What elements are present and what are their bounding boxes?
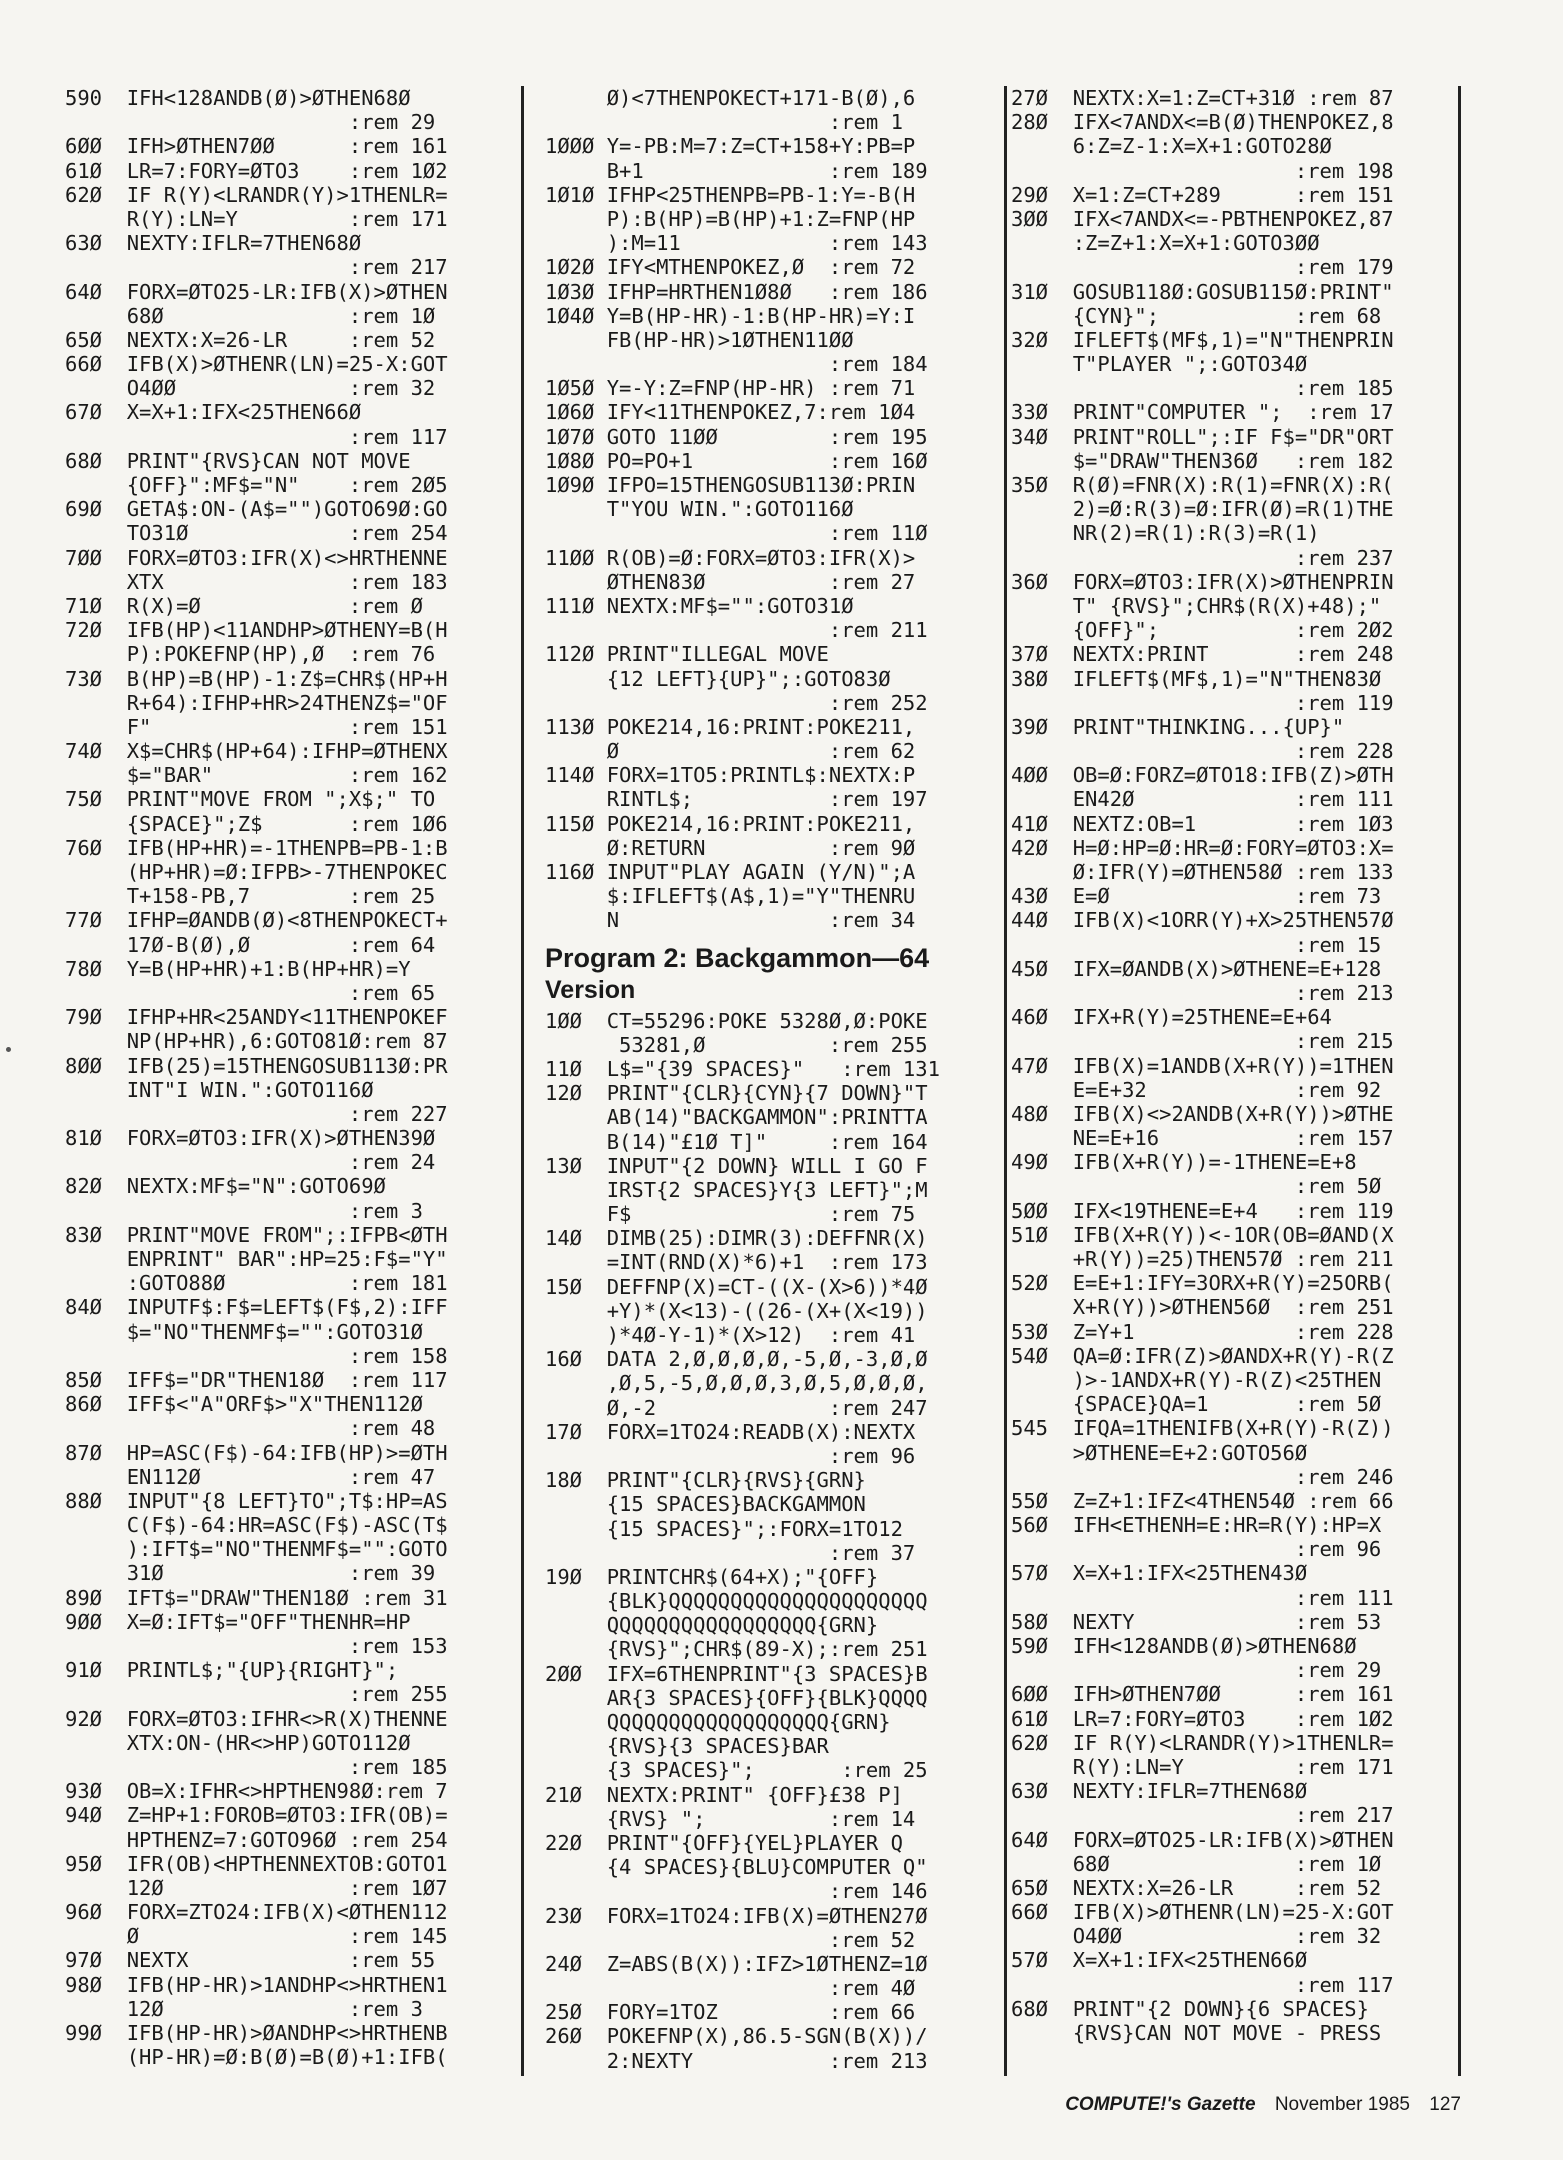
code-line: 1Ø6Ø IFY<11THENPOKEZ,7:rem 1Ø4 (545, 400, 916, 425)
code-line: 45Ø IFX=ØANDB(X)>ØTHENE=E+128 (1011, 956, 1382, 981)
code-line: 15Ø DEFFNP(X)=CT-((X-(X>6))*4Ø (545, 1274, 928, 1299)
code-line: 68Ø PRINT"{2 DOWN}{6 SPACES} (1011, 1996, 1369, 2021)
code-line: 82Ø NEXTX:MF$="N":GOTO69Ø (65, 1174, 386, 1199)
code-line: :rem 246 (1011, 1464, 1394, 1489)
code-line: {RVS}{3 SPACES}BAR (545, 1734, 829, 1759)
code-line: 26Ø POKEFNP(X),86.5-SGN(B(X))/ (545, 2024, 928, 2049)
code-line: 21Ø NEXTX:PRINT" {OFF}£38 P] (545, 1782, 903, 1807)
code-line: :rem 179 (1011, 255, 1394, 280)
code-line: NE=E+16 :rem 157 (1011, 1126, 1394, 1151)
code-line: 91Ø PRINTL$;"{UP}{RIGHT}"; (65, 1658, 399, 1683)
code-line: 1Ø9Ø IFPO=15THENGOSUB113Ø:PRIN (545, 473, 916, 497)
code-line: 58Ø NEXTY :rem 53 (1011, 1609, 1382, 1634)
code-line: 2ØØ IFX=6THENPRINT"{3 SPACES}B (545, 1661, 928, 1686)
code-line: 64Ø FORX=ØTO25-LR:IFB(X)>ØTHEN (1011, 1827, 1394, 1852)
code-line: F$ :rem 75 (545, 1202, 916, 1227)
code-line: 49Ø IFB(X+R(Y))=-1THENE=E+8 (1011, 1150, 1357, 1175)
code-line: {RVS}CAN NOT MOVE - PRESS (1011, 2021, 1382, 2045)
code-line: :rem 184 (545, 352, 928, 377)
code-line: :rem 227 (65, 1101, 448, 1126)
code-line: F" :rem 151 (65, 714, 448, 739)
code-line: 68Ø :rem 1Ø (1011, 1851, 1382, 1876)
code-line: (HP-HR)=Ø:B(Ø)=B(Ø)+1:IFB( (65, 2045, 448, 2070)
page-footer (1065, 2094, 1461, 2116)
code-line: ):M=11 :rem 143 (545, 231, 928, 256)
code-line: XTX:ON-(HR<>HP)GOTO112Ø (65, 1730, 411, 1755)
code-line: B(14)"£1Ø T]" :rem 164 (545, 1129, 928, 1154)
code-line: :rem 111 (1011, 1585, 1394, 1610)
code-line: 84Ø INPUTF$:F$=LEFT$(F$,2):IFF (65, 1295, 448, 1320)
column-rule (521, 86, 524, 2076)
code-line: :rem 37 (545, 1540, 916, 1565)
code-line: :rem 117 (65, 424, 448, 449)
code-line: NP(HP+HR),6:GOTO81Ø:rem 87 (65, 1029, 448, 1054)
code-line: (HP+HR)=Ø:IFPB>-7THENPOKEC (65, 860, 448, 884)
code-line: 53Ø Z=Y+1 :rem 228 (1011, 1319, 1394, 1344)
code-line: 590 IFH<128ANDB(Ø)>ØTHEN68Ø (65, 86, 411, 110)
code-line: T"YOU WIN.":GOTO116Ø (545, 497, 854, 522)
code-line: T"PLAYER ";:GOTO34Ø (1011, 352, 1308, 377)
code-line: 12Ø :rem 1Ø7 (65, 1875, 448, 1900)
code-line: 61Ø LR=7:FORY=ØTO3 :rem 1Ø2 (1011, 1706, 1394, 1731)
code-line: {SPACE}QA=1 :rem 5Ø (1011, 1392, 1382, 1417)
code-line: 37Ø NEXTX:PRINT :rem 248 (1011, 642, 1394, 667)
code-line: 36Ø FORX=ØTO3:IFR(X)>ØTHENPRIN (1011, 569, 1394, 594)
code-line: 111Ø NEXTX:MF$="":GOTO31Ø (545, 593, 854, 618)
code-line: NR(2)=R(1):R(3)=R(1) (1011, 521, 1320, 546)
code-line: 2)=Ø:R(3)=Ø:IFR(Ø)=R(1)THE (1011, 497, 1394, 522)
code-line: =INT(RND(X)*6)+1 :rem 173 (545, 1250, 928, 1275)
code-line: 46Ø IFX+R(Y)=25THENE=E+64 (1011, 1005, 1332, 1030)
code-line: 97Ø NEXTX :rem 55 (65, 1948, 436, 1973)
code-line: 1Ø3Ø IFHP=HRTHEN1Ø8Ø :rem 186 (545, 279, 928, 304)
code-line: 8ØØ IFB(25)=15THENGOSUB113Ø:PR (65, 1053, 448, 1078)
code-line: +R(Y))=25)THEN57Ø :rem 211 (1011, 1247, 1394, 1271)
code-line: ØTHEN83Ø :rem 27 (545, 569, 916, 594)
code-line: 13Ø INPUT"{2 DOWN} WILL I GO F (545, 1153, 928, 1178)
code-line: 59Ø IFH<128ANDB(Ø)>ØTHEN68Ø (1011, 1634, 1357, 1658)
code-line: 87Ø HP=ASC(F$)-64:IFB(HP)>=ØTH (65, 1440, 448, 1465)
column-rule (1004, 86, 1007, 2076)
code-line: 6:Z=Z-1:X=X+1:GOTO28Ø (1011, 134, 1332, 159)
program1-continuation (545, 86, 1000, 933)
code-line: :GOTO88Ø :rem 181 (65, 1271, 448, 1296)
code-line: :rem 153 (65, 1634, 448, 1658)
code-line: R(Y):LN=Y :rem 171 (65, 206, 448, 231)
code-line: :rem 185 (65, 1754, 448, 1779)
code-line: 51Ø IFB(X+R(Y))<-1OR(OB=ØAND(X (1011, 1222, 1394, 1247)
code-line: INT"I WIN.":GOTO116Ø (65, 1077, 374, 1102)
code-line: 28Ø IFX<7ANDX<=B(Ø)THENPOKEZ,8 (1011, 110, 1394, 135)
code-line: 47Ø IFB(X)=1ANDB(X+R(Y))=1THEN (1011, 1053, 1394, 1078)
program2-title: Program 2: Backgammon—64 (545, 942, 930, 973)
listing-column-2 (545, 86, 1000, 2073)
code-line: {OFF}"; :rem 2Ø2 (1011, 618, 1394, 643)
code-line: 95Ø IFR(OB)<HPTHENNEXTOB:GOTO1 (65, 1851, 448, 1876)
code-line: 89Ø IFT$="DRAW"THEN18Ø :rem 31 (65, 1585, 448, 1610)
code-line: 64Ø FORX=ØTO25-LR:IFB(X)>ØTHEN (65, 279, 448, 304)
code-line: :rem 1 (545, 110, 903, 135)
code-line: :rem 11Ø (545, 521, 928, 546)
code-line: 19Ø PRINTCHR$(64+X);"{OFF} (545, 1564, 879, 1589)
code-line: {15 SPACES}";:FORX=1TO12 (545, 1516, 903, 1541)
code-line: 35Ø R(Ø)=FNR(X):R(1)=FNR(X):R( (1011, 473, 1394, 497)
code-line: 1ØØ CT=55296:POKE 5328Ø,Ø:POKE (545, 1008, 928, 1033)
code-line: 24Ø Z=ABS(B(X)):IFZ>1ØTHENZ=1Ø (545, 1951, 928, 1976)
page-mark (6, 1047, 11, 1052)
code-line: 55Ø Z=Z+1:IFZ<4THEN54Ø :rem 66 (1011, 1488, 1394, 1513)
code-line: EN42Ø :rem 111 (1011, 787, 1394, 812)
code-line: C(F$)-64:HR=ASC(F$)-ASC(T$ (65, 1513, 448, 1538)
code-line: Ø)<7THENPOKECT+171-B(Ø),6 (545, 86, 916, 110)
code-line: 34Ø PRINT"ROLL";:IF F$="DR"ORT (1011, 424, 1394, 449)
code-line: 115Ø POKE214,16:PRINT:POKE211, (545, 811, 916, 836)
code-line: 53281,Ø :rem 255 (545, 1032, 928, 1057)
code-line: P):B(HP)=B(HP)+1:Z=FNP(HP (545, 206, 916, 231)
code-line: EN112Ø :rem 47 (65, 1464, 436, 1489)
code-line: 11ØØ R(OB)=Ø:FORX=ØTO3:IFR(X)> (545, 545, 916, 570)
code-line: 32Ø IFLEFT$(MF$,1)="N"THENPRIN (1011, 327, 1394, 352)
code-line: XTX :rem 183 (65, 569, 448, 594)
code-line: :rem 237 (1011, 545, 1394, 570)
code-line: :rem 29 (65, 110, 436, 135)
code-line: 12Ø PRINT"{CLR}{CYN}{7 DOWN}"T (545, 1081, 928, 1106)
code-line: 99Ø IFB(HP-HR)>ØANDHP<>HRTHENB (65, 2021, 448, 2045)
code-line: >ØTHENE=E+2:GOTO56Ø (1011, 1440, 1308, 1465)
code-line: 22Ø PRINT"{OFF}{YEL}PLAYER Q (545, 1830, 903, 1855)
code-line: B+1 :rem 189 (545, 158, 928, 183)
code-line: 5ØØ IFX<19THENE=E+4 :rem 119 (1011, 1198, 1394, 1223)
code-line: T" {RVS}";CHR$(R(X)+48);" (1011, 593, 1382, 618)
code-line: 98Ø IFB(HP-HR)>1ANDHP<>HRTHEN1 (65, 1972, 448, 1997)
code-line: 1Ø8Ø PO=PO+1 :rem 16Ø (545, 448, 928, 473)
code-line: QQQQQQQQQQQQQQQQQQ{GRN} (545, 1710, 891, 1734)
code-line: $="NO"THENMF$="":GOTO31Ø (65, 1319, 423, 1344)
code-line: RINTL$; :rem 197 (545, 787, 928, 812)
program2-subtitle: Version (545, 975, 636, 1004)
code-line: $="DRAW"THEN36Ø :rem 182 (1011, 448, 1394, 473)
code-line: :rem 52 (545, 1927, 916, 1952)
code-line: 31Ø :rem 39 (65, 1561, 436, 1586)
code-line: :rem 48 (65, 1416, 436, 1441)
code-line: 1Ø4Ø Y=B(HP-HR)-1:B(HP-HR)=Y:I (545, 303, 916, 328)
code-line: 16Ø DATA 2,Ø,Ø,Ø,Ø,-5,Ø,-3,Ø,Ø (545, 1347, 928, 1372)
code-line: 66Ø IFB(X)>ØTHENR(LN)=25-X:GOT (65, 352, 448, 377)
code-line: 63Ø NEXTY:IFLR=7THEN68Ø (65, 231, 362, 256)
code-line: TO31Ø :rem 254 (65, 521, 448, 546)
code-line: 65Ø NEXTX:X=26-LR :rem 52 (1011, 1875, 1382, 1900)
code-line: HPTHENZ=7:GOTO96Ø :rem 254 (65, 1827, 448, 1852)
magazine-name: COMPUTE!'s Gazette (1065, 2094, 1256, 2115)
code-line: Ø:RETURN :rem 9Ø (545, 835, 916, 860)
code-line: 1Ø1Ø IFHP<25THENPB=PB-1:Y=-B(H (545, 182, 916, 207)
code-line: 1Ø7Ø GOTO 11ØØ :rem 195 (545, 424, 928, 449)
code-line: ):IFT$="NO"THENMF$="":GOTO (65, 1537, 448, 1562)
code-line: Ø:IFR(Y)=ØTHEN58Ø :rem 133 (1011, 860, 1394, 884)
code-line: {12 LEFT}{UP}";:GOTO83Ø (545, 666, 891, 691)
code-line: E=E+32 :rem 92 (1011, 1077, 1382, 1102)
code-line: R(Y):LN=Y :rem 171 (1011, 1754, 1394, 1779)
code-line: 72Ø IFB(HP)<11ANDHP>ØTHENY=B(H (65, 618, 448, 643)
program2-listing (545, 1009, 1000, 2073)
code-line: :rem 4Ø (545, 1976, 916, 2001)
code-line: 81Ø FORX=ØTO3:IFR(X)>ØTHEN39Ø (65, 1126, 436, 1151)
code-line: :Z=Z+1:X=X+1:GOTO3ØØ (1011, 231, 1320, 256)
code-line: N :rem 34 (545, 908, 916, 933)
code-line: 92Ø FORX=ØTO3:IFHR<>R(X)THENNE (65, 1706, 448, 1731)
code-line: $="BAR" :rem 162 (65, 763, 448, 788)
code-line: 42Ø H=Ø:HP=Ø:HR=Ø:FORY=ØTO3:X= (1011, 835, 1394, 860)
code-line: {15 SPACES}BACKGAMMON (545, 1492, 866, 1517)
code-line: 112Ø PRINT"ILLEGAL MOVE (545, 642, 829, 667)
code-line: 4ØØ OB=Ø:FORZ=ØTO18:IFB(Z)>ØTH (1011, 763, 1394, 788)
code-line: 7ØØ FORX=ØTO3:IFR(X)<>HRTHENNE (65, 545, 448, 570)
code-line: 68Ø :rem 1Ø (65, 303, 436, 328)
code-line: ,Ø,5,-5,Ø,Ø,Ø,3,Ø,5,Ø,Ø,Ø, (545, 1371, 928, 1396)
code-line: R+64):IFHP+HR>24THENZ$="OF (65, 690, 448, 715)
code-line: :rem 3 (65, 1198, 423, 1223)
code-line: 62Ø IF R(Y)<LRANDR(Y)>1THENLR= (65, 182, 448, 207)
code-line: 11Ø L$="{39 SPACES}" :rem 131 (545, 1056, 940, 1081)
code-line: )>-1ANDX+R(Y)-R(Z)<25THEN (1011, 1367, 1382, 1392)
code-line: :rem 24 (65, 1150, 436, 1175)
code-line: 76Ø IFB(HP+HR)=-1THENPB=PB-1:B (65, 835, 448, 860)
code-line: 71Ø R(X)=Ø :rem Ø (65, 593, 423, 618)
code-line: 31Ø GOSUB118Ø:GOSUB115Ø:PRINT" (1011, 279, 1394, 304)
code-line: 57Ø X=X+1:IFX<25THEN43Ø (1011, 1561, 1308, 1586)
code-line: {4 SPACES}{BLU}COMPUTER Q" (545, 1855, 928, 1880)
code-line: 6ØØ IFH>ØTHEN7ØØ :rem 161 (1011, 1682, 1394, 1707)
code-line: O4ØØ :rem 32 (1011, 1924, 1382, 1949)
code-line: 94Ø Z=HP+1:FOROB=ØTO3:IFR(OB)= (65, 1803, 448, 1828)
code-line: {RVS}";CHR$(89-X);:rem 251 (545, 1637, 928, 1662)
code-line: :rem 96 (545, 1443, 916, 1468)
code-line: AR{3 SPACES}{OFF}{BLK}QQQQ (545, 1685, 928, 1710)
code-line: {CYN}"; :rem 68 (1011, 303, 1382, 328)
code-line: O4ØØ :rem 32 (65, 376, 436, 401)
code-line: 86Ø IFF$<"A"ORF$>"X"THEN112Ø (65, 1392, 423, 1417)
code-line: AB(14)"BACKGAMMON":PRINTTA (545, 1105, 928, 1130)
code-line: {BLK}QQQQQQQQQQQQQQQQQQQQQ (545, 1589, 928, 1614)
code-line: :rem 65 (65, 980, 436, 1005)
code-line: 39Ø PRINT"THINKING...{UP}" (1011, 714, 1345, 739)
code-line: 33Ø PRINT"COMPUTER "; :rem 17 (1011, 400, 1394, 425)
code-line: {OFF}":MF$="N" :rem 2Ø5 (65, 473, 448, 497)
code-line: :rem 255 (65, 1682, 448, 1707)
code-line: 68Ø PRINT"{RVS}CAN NOT MOVE (65, 448, 411, 473)
code-line: 17Ø FORX=1TO24:READB(X):NEXTX (545, 1419, 916, 1444)
code-line: Ø :rem 145 (65, 1924, 448, 1949)
code-line: X+R(Y))>ØTHEN56Ø :rem 251 (1011, 1295, 1394, 1320)
code-line: :rem 146 (545, 1879, 928, 1904)
code-line: 93Ø OB=X:IFHR<>HPTHEN98Ø:rem 7 (65, 1779, 448, 1804)
code-line: :rem 217 (1011, 1803, 1394, 1828)
code-line: :rem 29 (1011, 1658, 1382, 1683)
code-line: :rem 185 (1011, 376, 1394, 401)
code-line: 78Ø Y=B(HP+HR)+1:B(HP+HR)=Y (65, 956, 411, 981)
code-line: :rem 5Ø (1011, 1174, 1382, 1199)
code-line: 545 IFQA=1THENIFB(X+R(Y)-R(Z)) (1011, 1416, 1394, 1441)
code-line: 54Ø QA=Ø:IFR(Z)>ØANDX+R(Y)-R(Z (1011, 1343, 1394, 1368)
code-line: IRST{2 SPACES}Y{3 LEFT}";M (545, 1177, 928, 1202)
code-line: 9ØØ X=Ø:IFT$="OFF"THENHR=HP (65, 1609, 411, 1634)
code-line: :rem 217 (65, 255, 448, 280)
issue-date: November 1985 (1274, 2094, 1411, 2115)
code-line: 83Ø PRINT"MOVE FROM";:IFPB<ØTH (65, 1222, 448, 1247)
code-line: {SPACE}";Z$ :rem 1Ø6 (65, 811, 448, 836)
code-line: 43Ø E=Ø :rem 73 (1011, 884, 1382, 909)
code-line: FB(HP-HR)>1ØTHEN11ØØ (545, 327, 854, 352)
code-line: 56Ø IFH<ETHENH=E:HR=R(Y):HP=X (1011, 1513, 1382, 1538)
code-line: 67Ø X=X+1:IFX<25THEN66Ø (65, 400, 362, 425)
code-line: 74Ø X$=CHR$(HP+64):IFHP=ØTHENX (65, 739, 448, 764)
code-line: 48Ø IFB(X)<>2ANDB(X+R(Y))>ØTHE (1011, 1101, 1394, 1126)
code-line: 1ØØØ Y=-PB:M=7:Z=CT+158+Y:PB=P (545, 134, 916, 159)
code-line: 17Ø-B(Ø),Ø :rem 64 (65, 932, 436, 957)
code-line: 57Ø X=X+1:IFX<25THEN66Ø (1011, 1948, 1308, 1973)
code-line: {3 SPACES}"; :rem 25 (545, 1758, 928, 1783)
code-line: 2:NEXTY :rem 213 (545, 2048, 928, 2073)
code-line: 6ØØ IFH>ØTHEN7ØØ :rem 161 (65, 134, 448, 159)
code-line: 113Ø POKE214,16:PRINT:POKE211, (545, 714, 916, 739)
code-line: 66Ø IFB(X)>ØTHENR(LN)=25-X:GOT (1011, 1900, 1394, 1925)
code-line: :rem 228 (1011, 739, 1394, 764)
code-line: Ø,-2 :rem 247 (545, 1395, 928, 1420)
code-line: 63Ø NEXTY:IFLR=7THEN68Ø (1011, 1779, 1308, 1804)
code-line: 52Ø E=E+1:IFY=3ORX+R(Y)=25ORB( (1011, 1271, 1394, 1296)
code-line: :rem 96 (1011, 1537, 1382, 1562)
code-line: 69Ø GETA$:ON-(A$="")GOTO69Ø:GO (65, 497, 448, 522)
code-line: ENPRINT" BAR":HP=25:F$="Y" (65, 1247, 448, 1271)
code-line: :rem 117 (1011, 1972, 1394, 1997)
code-line: QQQQQQQQQQQQQQQQQ{GRN} (545, 1613, 879, 1638)
code-line: 62Ø IF R(Y)<LRANDR(Y)>1THENLR= (1011, 1730, 1394, 1755)
code-line: 29Ø X=1:Z=CT+289 :rem 151 (1011, 182, 1394, 207)
code-line: :rem 15 (1011, 932, 1382, 957)
code-line: T+158-PB,7 :rem 25 (65, 884, 436, 909)
code-line: 38Ø IFLEFT$(MF$,1)="N"THEN83Ø (1011, 666, 1382, 691)
code-line: 18Ø PRINT"{CLR}{RVS}{GRN} (545, 1468, 866, 1493)
code-line: 1Ø2Ø IFY<MTHENPOKEZ,Ø :rem 72 (545, 255, 916, 280)
code-line: 77Ø IFHP=ØANDB(Ø)<8THENPOKECT+ (65, 908, 448, 933)
code-line: :rem 198 (1011, 158, 1394, 183)
code-line: Ø :rem 62 (545, 739, 916, 764)
code-line: 44Ø IFB(X)<1ORR(Y)+X>25THEN57Ø (1011, 908, 1394, 933)
code-line: :rem 119 (1011, 690, 1394, 715)
code-line: 27Ø NEXTX:X=1:Z=CT+31Ø :rem 87 (1011, 86, 1394, 110)
code-line: +Y)*(X<13)-((26-(X+(X<19)) (545, 1298, 928, 1323)
code-line: 1Ø5Ø Y=-Y:Z=FNP(HP-HR) :rem 71 (545, 376, 916, 401)
page-number: 127 (1429, 2094, 1461, 2115)
code-line: :rem 215 (1011, 1029, 1394, 1054)
code-line: :rem 213 (1011, 980, 1394, 1005)
listing-column-1 (65, 86, 520, 2069)
code-line: 12Ø :rem 3 (65, 1996, 423, 2021)
code-line: 14Ø DIMB(25):DIMR(3):DEFFNR(X) (545, 1226, 928, 1251)
code-line: 73Ø B(HP)=B(HP)-1:Z$=CHR$(HP+H (65, 666, 448, 691)
code-line: 79Ø IFHP+HR<25ANDY<11THENPOKEF (65, 1005, 448, 1030)
code-line: :rem 158 (65, 1343, 448, 1368)
code-line: 88Ø INPUT"{8 LEFT}TO";T$:HP=AS (65, 1488, 448, 1513)
code-line: 41Ø NEXTZ:OB=1 :rem 1Ø3 (1011, 811, 1394, 836)
code-line: )*4Ø-Y-1)*(X>12) :rem 41 (545, 1323, 916, 1347)
code-line: 65Ø NEXTX:X=26-LR :rem 52 (65, 327, 436, 352)
code-line: 85Ø IFF$="DR"THEN18Ø :rem 117 (65, 1367, 448, 1392)
code-line: 3ØØ IFX<7ANDX<=-PBTHENPOKEZ,87 (1011, 206, 1394, 231)
listing-column-3 (1011, 86, 1466, 2045)
code-line: 61Ø LR=7:FORY=ØTO3 :rem 1Ø2 (65, 158, 448, 183)
code-line: 25Ø FORY=1TOZ :rem 66 (545, 2000, 916, 2025)
code-line: 114Ø FORX=1TO5:PRINTL$:NEXTX:P (545, 763, 916, 788)
code-line: 116Ø INPUT"PLAY AGAIN (Y/N)";A (545, 860, 916, 884)
code-line: 23Ø FORX=1TO24:IFB(X)=ØTHEN27Ø (545, 1903, 928, 1928)
code-line: $:IFLEFT$(A$,1)="Y"THENRU (545, 884, 916, 909)
code-line: :rem 252 (545, 690, 928, 715)
code-line: P):POKEFNP(HP),Ø :rem 76 (65, 642, 436, 667)
code-line: 96Ø FORX=ZTO24:IFB(X)<ØTHEN112 (65, 1900, 448, 1925)
code-line: {RVS} "; :rem 14 (545, 1806, 916, 1831)
code-line: 75Ø PRINT"MOVE FROM ";X$;" TO (65, 787, 436, 812)
code-line: :rem 211 (545, 618, 928, 643)
